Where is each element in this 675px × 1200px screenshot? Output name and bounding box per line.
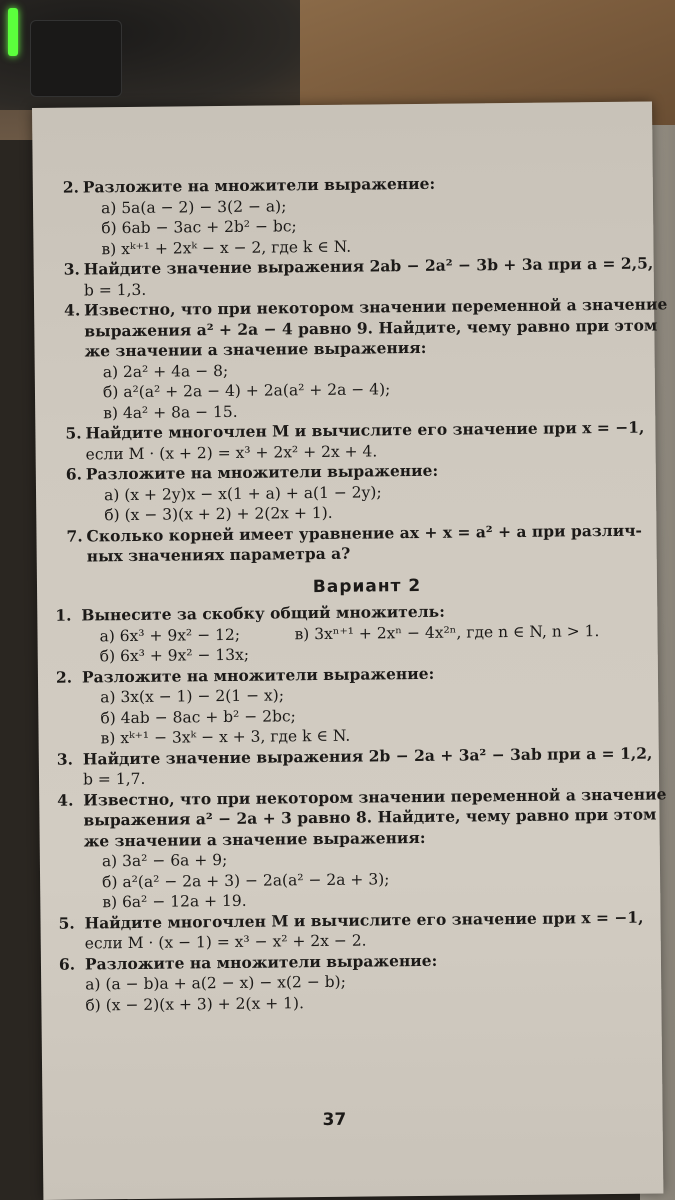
task-item: б) 6x³ + 9x² − 13x; <box>99 645 250 666</box>
task-number: 6. <box>65 464 83 484</box>
task-item: а) 5a(a − 2) − 3(2 − a); <box>100 196 287 217</box>
task-item: б) a²(a² + 2a − 4) + 2a(a² + 2a − 4); <box>102 380 391 402</box>
task-item: а) 3a² − 6a + 9; <box>101 850 228 871</box>
task-line: ных значениях параметра a? <box>86 543 351 566</box>
task-number: 2. <box>62 177 80 197</box>
task-number: 2. <box>55 667 73 687</box>
variant-heading: Вариант 2 <box>312 575 422 597</box>
variant1-tasks <box>62 172 668 567</box>
task-number: 3. <box>63 259 80 279</box>
task-item: а) (x + 2y)x − x(1 + a) + a(1 − 2y); <box>103 482 382 504</box>
page-content <box>55 172 668 1016</box>
task-line: выражения a² + 2a − 4 равно 9. Найдите, чему равно при этом <box>84 314 658 340</box>
task-item: б) a²(a² − 2a + 3) − 2a(a² − 2a + 3); <box>102 869 390 891</box>
task-title: Разложите на множители выражение: <box>81 663 435 687</box>
task-item: б) (x − 3)(x + 2) + 2(2x + 1). <box>104 503 333 525</box>
task-item: если M · (x − 1) = x³ − x² + 2x − 2. <box>84 931 367 953</box>
task-item: в) 4a² + 8a − 15. <box>103 402 238 422</box>
task-item: в) xᵏ⁺¹ − 3xᵏ − x + 3, где k ∈ N. <box>100 726 351 748</box>
task-title: Найдите многочлен M и вычислите его значение при x = −1, <box>84 907 644 932</box>
task-number: 4. <box>57 790 74 810</box>
task-item: b = 1,3. <box>83 280 147 299</box>
task-item: в) 3xⁿ⁺¹ + 2xⁿ − 4x²ⁿ, где n ∈ N, n > 1. <box>294 621 600 643</box>
task-number: 3. <box>56 749 74 769</box>
page-number: 37 <box>322 1109 347 1131</box>
task-title: Найдите многочлен M и вычислите его значение при x = −1, <box>85 417 645 443</box>
task-number: 5. <box>65 423 82 443</box>
task-line: же значении a значение выражения: <box>84 337 427 361</box>
task-item: а) 3x(x − 1) − 2(1 − x); <box>100 686 285 707</box>
textbook-page <box>32 102 668 1200</box>
task-item: в) 6a² − 12a + 19. <box>102 891 247 912</box>
task-number: 5. <box>58 913 75 933</box>
task-item: а) 2a² + 4a − 8; <box>102 361 229 381</box>
task-item: а) (a − b)a + a(2 − x) − x(2 − b); <box>85 972 346 994</box>
task-line: же значении a значение выражения: <box>83 827 426 850</box>
task-item: в) xᵏ⁺¹ + 2xᵏ − x − 2, где k ∈ N. <box>101 237 352 258</box>
task-item: если M · (x + 2) = x³ + 2x² + 2x + 4. <box>85 441 378 463</box>
device-led <box>8 8 18 56</box>
device <box>30 20 122 97</box>
task-item: b = 1,7. <box>82 769 146 789</box>
task-item: б) 6ab − 3ac + 2b² − bc; <box>101 217 297 238</box>
task-number: 4. <box>64 300 81 320</box>
task-title: Разложите на множители выражение: <box>84 950 438 973</box>
task-title: Разложите на множители выражение: <box>82 173 436 197</box>
task-title: Вынесите за скобку общий множитель: <box>81 601 445 625</box>
task-item: б) (x − 2)(x + 3) + 2(x + 1). <box>85 993 305 1014</box>
task-title: Известно, что при некотором значении переменной a значение <box>84 294 668 320</box>
task-line: выражения a² − 2a + 3 равно 8. Найдите, чему равно при этом <box>83 804 657 830</box>
task-item: а) 6x³ + 9x² − 12; <box>99 625 241 645</box>
task-title: Разложите на множители выражение: <box>85 460 439 484</box>
task-item: б) 4ab − 8ac + b² − 2bc; <box>100 706 296 727</box>
task-title: Найдите значение выражения 2b − 2a + 3a² − 3ab при a = 1,2, <box>82 743 653 769</box>
task-number: 7. <box>66 525 83 546</box>
task-number: 1. <box>55 605 72 625</box>
task-number: 6. <box>58 954 76 974</box>
task-title: Найдите значение выражения 2ab − 2a² − 3b + 3a при a = 2,5, <box>83 253 654 279</box>
variant2-tasks <box>55 600 667 1016</box>
task-title: Сколько корней имеет уравнение ax + x = a² + a при различ- <box>86 520 643 545</box>
task-title: Известно, что при некотором значении переменной a значение <box>83 783 667 810</box>
